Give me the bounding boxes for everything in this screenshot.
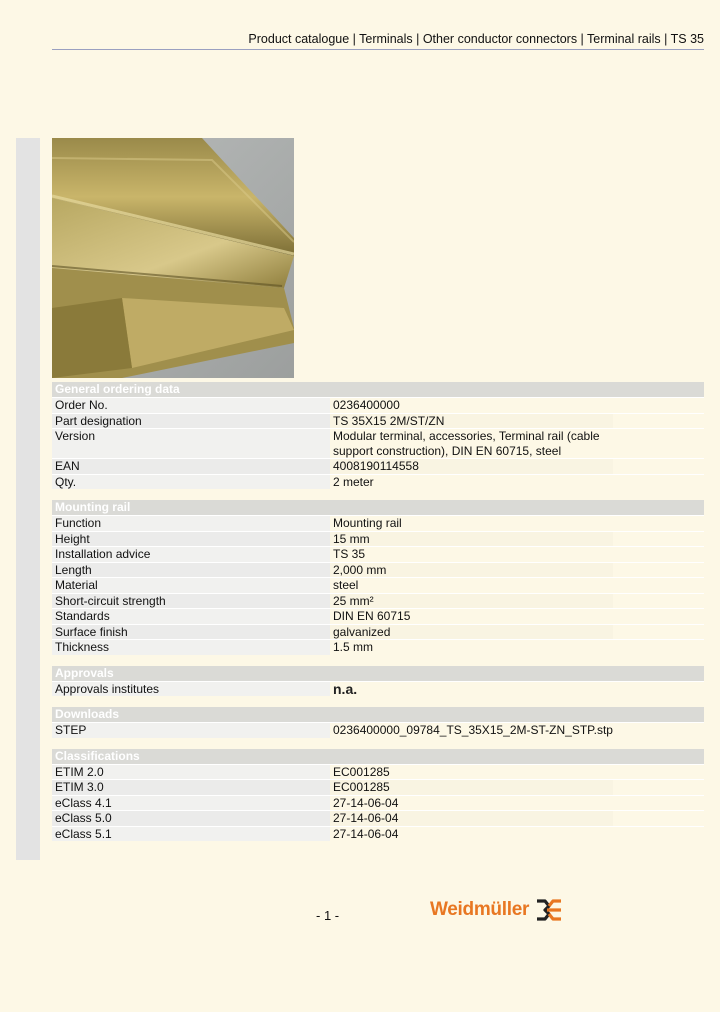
breadcrumb: Product catalogue | Terminals | Other conductor connectors | Terminal rails | TS 35 [248, 32, 704, 46]
spec-value: EC001285 [330, 765, 613, 780]
specification-table [52, 382, 704, 852]
weidmuller-logo [430, 898, 563, 922]
spec-label: Qty. [52, 475, 330, 490]
spec-label: eClass 5.1 [52, 827, 330, 842]
spec-row [52, 515, 704, 531]
spec-label: eClass 5.0 [52, 811, 330, 826]
spec-value: TS 35X15 2M/ST/ZN [330, 414, 613, 429]
spec-value: TS 35 [330, 547, 613, 562]
spec-value: steel [330, 578, 613, 593]
spec-label: Length [52, 563, 330, 578]
spec-label: STEP [52, 723, 330, 738]
section-header: Downloads [52, 707, 704, 722]
weidmuller-brand-icon [535, 898, 563, 922]
spec-row [52, 531, 704, 547]
spec-value: EC001285 [330, 780, 613, 795]
spec-row [52, 546, 704, 562]
spec-row [52, 764, 704, 780]
spec-row [52, 779, 704, 795]
spec-value: 15 mm [330, 532, 613, 547]
spec-value: 25 mm² [330, 594, 613, 609]
spec-value: n.a. [330, 682, 613, 697]
spec-row [52, 577, 704, 593]
spec-value: 4008190114558 [330, 459, 613, 474]
section-header: Approvals [52, 666, 704, 681]
spec-label: Approvals institutes [52, 682, 330, 697]
spec-value: DIN EN 60715 [330, 609, 613, 624]
spec-row [52, 413, 704, 429]
spec-label: Part designation [52, 414, 330, 429]
spec-label: EAN [52, 459, 330, 474]
logo-text: Weidmüller [430, 899, 530, 920]
spec-label: Short-circuit strength [52, 594, 330, 609]
spec-row [52, 458, 704, 474]
spec-label: Thickness [52, 640, 330, 655]
spec-label: Installation advice [52, 547, 330, 562]
section-mounting-rail [52, 500, 704, 655]
spec-row [52, 428, 704, 458]
spec-row [52, 397, 704, 413]
section-header: Classifications [52, 749, 704, 764]
spec-value: 2,000 mm [330, 563, 613, 578]
section-header: General ordering data [52, 382, 704, 397]
spec-label: Standards [52, 609, 330, 624]
spec-value: Modular terminal, accessories, Terminal rail (cable support construction), DIN EN 60715, steel [330, 429, 613, 458]
spec-value: 27-14-06-04 [330, 827, 613, 842]
spec-label: ETIM 2.0 [52, 765, 330, 780]
spec-row [52, 722, 704, 738]
spec-value: 1.5 mm [330, 640, 613, 655]
spec-label: Version [52, 429, 330, 458]
section-downloads [52, 707, 704, 738]
spec-label: Order No. [52, 398, 330, 413]
spec-row [52, 608, 704, 624]
spec-label: Surface finish [52, 625, 330, 640]
spec-row [52, 562, 704, 578]
spec-row [52, 810, 704, 826]
spec-value: 0236400000 [330, 398, 613, 413]
section-approvals [52, 666, 704, 697]
spec-row [52, 681, 704, 697]
section-header: Mounting rail [52, 500, 704, 515]
spec-row [52, 795, 704, 811]
spec-value: Mounting rail [330, 516, 613, 531]
step-download-link[interactable]: 0236400000_09784_TS_35X15_2M-ST-ZN_STP.stp [330, 723, 613, 738]
spec-label: Material [52, 578, 330, 593]
page-number: - 1 - [316, 908, 340, 923]
din-rail-photo [52, 138, 294, 378]
product-photo [52, 138, 294, 378]
spec-label: Function [52, 516, 330, 531]
spec-value: 2 meter [330, 475, 613, 490]
section-general-ordering-data [52, 382, 704, 489]
spec-label: ETIM 3.0 [52, 780, 330, 795]
spec-row [52, 826, 704, 842]
spec-row [52, 593, 704, 609]
spec-label: Height [52, 532, 330, 547]
spec-row [52, 639, 704, 655]
spec-value: 27-14-06-04 [330, 796, 613, 811]
spec-value: galvanized [330, 625, 613, 640]
spec-label: eClass 4.1 [52, 796, 330, 811]
spec-row [52, 474, 704, 490]
section-classifications [52, 749, 704, 842]
left-margin-band [16, 138, 40, 860]
header-divider [52, 49, 704, 50]
spec-row [52, 624, 704, 640]
spec-value: 27-14-06-04 [330, 811, 613, 826]
